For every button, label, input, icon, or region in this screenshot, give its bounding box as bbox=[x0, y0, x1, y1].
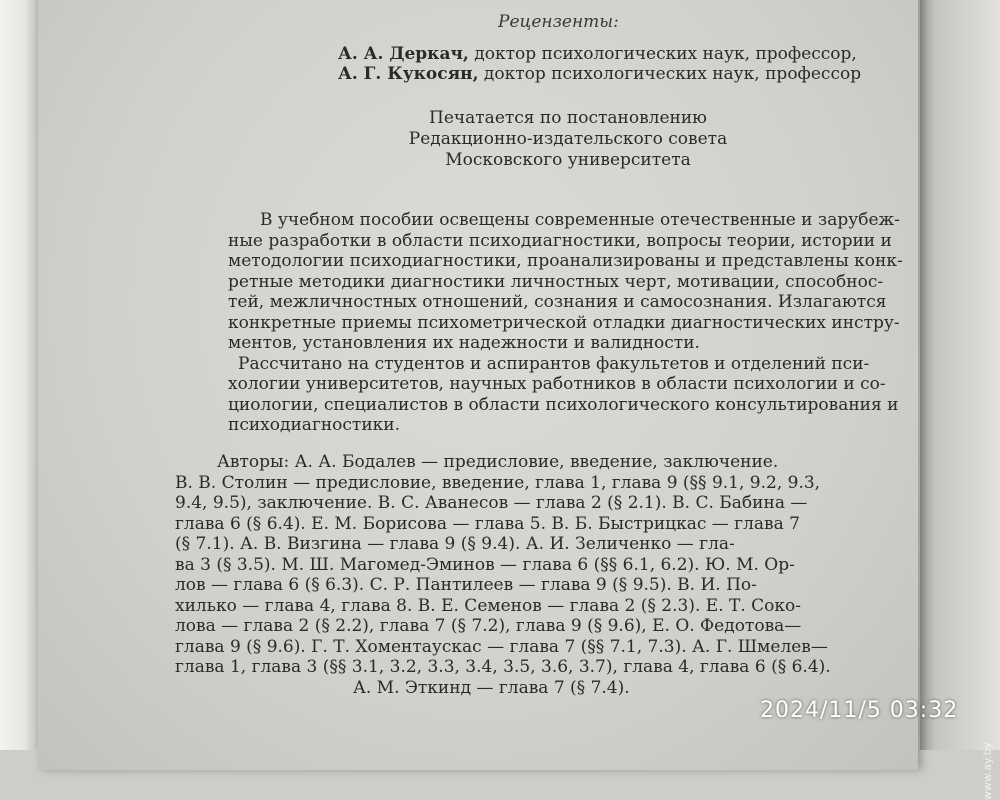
reviewer-2 bbox=[338, 64, 861, 85]
abstract-line: тей, межличностных отношений, сознания и самосознания. Излагаются bbox=[228, 292, 887, 312]
authors-line: ва 3 (§ 3.5). М. Ш. Магомед-Эминов — глава 6 (§§ 6.1, 6.2). Ю. М. Ор- bbox=[175, 554, 795, 575]
abstract-line: конкретные приемы психометрической отладки диагностических инстру- bbox=[228, 312, 900, 333]
site-watermark: www.ay.by bbox=[981, 742, 994, 800]
authors-line: В. В. Столин — предисловие, введение, глава 1, глава 9 (§§ 9.1, 9.2, 9.3, bbox=[175, 472, 821, 493]
book-page bbox=[38, 0, 918, 770]
photo-timestamp: 2024/11/5 03:32 bbox=[760, 698, 959, 723]
abstract-line: ретные методики диагностики личностных черт, мотивации, способнос- bbox=[228, 271, 884, 292]
reviewer-desc: доктор психологических наук, профессор, bbox=[474, 44, 857, 64]
reviewer-name: А. А. Деркач, bbox=[338, 44, 469, 64]
reviewer-desc: доктор психологических наук, профессор bbox=[483, 64, 862, 84]
abstract-line: циологии, специалистов в области психологического консультирования и bbox=[228, 394, 899, 415]
authors-line: Авторы: А. А. Бодалев — предисловие, введение, заключение. bbox=[217, 452, 779, 472]
authors-line: (§ 7.1). А. В. Визгина — глава 9 (§ 9.4). А. И. Зеличенко — гла- bbox=[175, 534, 735, 554]
abstract-line: Рассчитано на студентов и аспирантов факультетов и отделений пси- bbox=[238, 353, 870, 374]
decree-line-3: Московского университета bbox=[445, 150, 691, 170]
authors-line: А. М. Эткинд — глава 7 (§ 7.4). bbox=[353, 677, 630, 698]
authors-line: 9.4, 9.5), заключение. В. С. Аванесов — глава 2 (§ 2.1). В. С. Бабина — bbox=[175, 493, 808, 513]
authors-line: глава 1, глава 3 (§§ 3.1, 3.2, 3.3, 3.4, 3.5, 3.6, 3.7), глава 4, глава 6 (§ 6.4). bbox=[175, 657, 831, 677]
abstract-line: ные разработки в области психодиагностики, вопросы теории, истории и bbox=[228, 230, 892, 251]
reviewer-1 bbox=[338, 44, 857, 65]
decree-line-1: Печатается по постановлению bbox=[429, 108, 707, 128]
decree-line-2: Редакционно-издательского совета bbox=[408, 129, 728, 149]
authors-line: лов — глава 6 (§ 6.3). С. Р. Пантилеев — глава 9 (§ 9.5). В. И. По- bbox=[175, 575, 757, 595]
abstract-line: ментов, установления их надежности и валидности. bbox=[228, 333, 700, 353]
reviewer-name: А. Г. Кукосян, bbox=[338, 64, 479, 84]
authors-line: лова — глава 2 (§ 2.2), глава 7 (§ 7.2), глава 9 (§ 9.6), Е. О. Федотова— bbox=[175, 616, 802, 636]
left-page-edge bbox=[0, 0, 40, 750]
right-page-edge bbox=[920, 0, 1000, 750]
abstract-line: психодиагностики. bbox=[228, 415, 401, 435]
authors-line: глава 6 (§ 6.4). Е. М. Борисова — глава 5. В. Б. Быстрицкас — глава 7 bbox=[175, 513, 800, 534]
abstract-line: методологии психодиагностики, проанализированы и представлены конк- bbox=[228, 251, 903, 271]
authors-line: глава 9 (§ 9.6). Г. Т. Хоментаускас — глава 7 (§§ 7.1, 7.3). А. Г. Шмелев— bbox=[175, 636, 828, 657]
reviewers-label: Рецензенты: bbox=[498, 12, 619, 32]
authors-line: хилько — глава 4, глава 8. В. Е. Семенов — глава 2 (§ 2.3). Е. Т. Соко- bbox=[175, 595, 801, 616]
abstract-line: В учебном пособии освещены современные отечественные и зарубеж- bbox=[260, 210, 900, 230]
abstract-line: хологии университетов, научных работников в области психологии и со- bbox=[228, 374, 886, 394]
